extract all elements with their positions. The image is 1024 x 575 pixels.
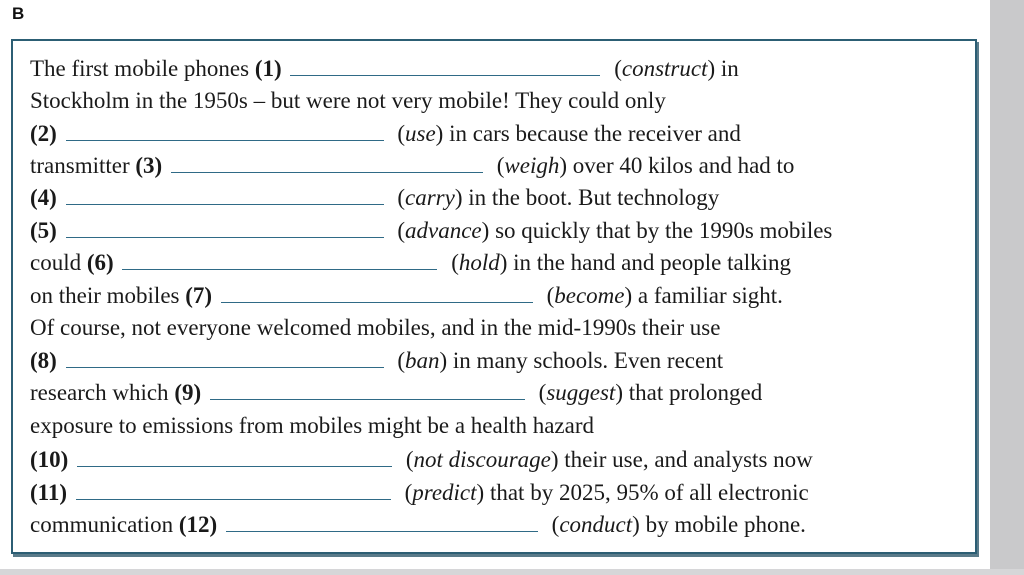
text-line-13: (10) (not discourage) their use, and analysts now xyxy=(30,447,813,472)
answer-blank-10[interactable] xyxy=(77,448,392,467)
right-margin-shade xyxy=(990,0,1024,575)
verb-hint: weigh xyxy=(504,153,560,178)
text-line-1: The first mobile phones (1) (construct) in xyxy=(30,56,739,81)
verb-hint: become xyxy=(554,283,625,308)
blank-number: (10) xyxy=(30,447,69,472)
text-line-2 xyxy=(30,86,666,116)
bottom-margin-shade xyxy=(0,569,1024,575)
verb-hint: carry xyxy=(405,185,455,210)
text-line-7: could (6) (hold) in the hand and people talking xyxy=(30,250,792,275)
verb-hint: advance xyxy=(405,218,482,243)
answer-blank-6[interactable] xyxy=(122,251,437,270)
answer-blank-1[interactable] xyxy=(290,57,600,76)
blank-number: (6) xyxy=(86,250,114,275)
line-text: in xyxy=(715,56,739,81)
line-text: that by 2025, 95% of all electronic xyxy=(484,480,809,505)
verb-hint: not discourage xyxy=(413,447,551,472)
blank-number: (8) xyxy=(30,348,57,373)
line-text: a familiar sight. xyxy=(632,283,783,308)
answer-blank-3[interactable] xyxy=(171,154,483,173)
text-line-5: (4) (carry) in the boot. But technology xyxy=(30,185,720,210)
blank-number: (4) xyxy=(30,185,57,210)
blank-number: (1) xyxy=(254,56,282,81)
section-label: B xyxy=(12,4,25,23)
line-text: in cars because the receiver and xyxy=(443,121,741,146)
verb-hint: ban xyxy=(405,348,440,373)
exercise-box xyxy=(11,39,977,554)
text-line-14: (11) (predict) that by 2025, 95% of all electronic xyxy=(30,480,809,505)
line-text: their use, and analysts now xyxy=(558,447,813,472)
answer-blank-9[interactable] xyxy=(210,381,525,400)
verb-hint: conduct xyxy=(559,512,633,537)
text-line-9 xyxy=(30,313,720,343)
answer-blank-2[interactable] xyxy=(66,122,384,141)
line-text: Of course, not everyone welcomed mobiles, and in the mid-1990s their use xyxy=(30,315,721,340)
line-text: by mobile phone. xyxy=(639,512,806,537)
line-text: exposure to emissions from mobiles might be a health hazard xyxy=(30,413,595,438)
line-text: Stockholm in the 1950s – but were not very mobile! They could only xyxy=(30,88,666,113)
answer-blank-12[interactable] xyxy=(226,513,538,532)
line-text: transmitter xyxy=(30,153,130,178)
line-text: in the hand and people talking xyxy=(507,250,792,275)
line-text: that prolonged xyxy=(622,380,763,405)
blank-number: (12) xyxy=(178,512,218,537)
text-line-3: (2) (use) in cars because the receiver and xyxy=(30,121,741,146)
blank-number: (3) xyxy=(135,153,163,178)
text-line-15: communication (12) (conduct) by mobile phone. xyxy=(30,512,806,537)
verb-hint: use xyxy=(405,121,436,146)
text-line-12 xyxy=(30,411,594,441)
answer-blank-7[interactable] xyxy=(221,284,533,303)
text-line-8: on their mobiles (7) (become) a familiar sight. xyxy=(30,283,783,308)
answer-blank-11[interactable] xyxy=(76,481,391,500)
verb-hint: suggest xyxy=(546,380,616,405)
line-text: over 40 kilos and had to xyxy=(567,153,795,178)
text-line-11: research which (9) (suggest) that prolonged xyxy=(30,380,763,405)
line-text: in the boot. But technology xyxy=(462,185,720,210)
line-text: communication xyxy=(30,512,174,537)
line-text: The first mobile phones xyxy=(30,56,250,81)
blank-number: (5) xyxy=(30,218,57,243)
blank-number: (9) xyxy=(174,380,202,405)
text-line-10: (8) (ban) in many schools. Even recent xyxy=(30,348,724,373)
line-text: on their mobiles xyxy=(30,283,180,308)
answer-blank-5[interactable] xyxy=(66,219,384,238)
verb-hint: construct xyxy=(621,56,708,81)
line-text: in many schools. Even recent xyxy=(447,348,724,373)
text-line-6: (5) (advance) so quickly that by the 1990s mobiles xyxy=(30,218,833,243)
answer-blank-4[interactable] xyxy=(66,186,384,205)
blank-number: (7) xyxy=(185,283,213,308)
blank-number: (2) xyxy=(30,121,57,146)
text-line-4: transmitter (3) (weigh) over 40 kilos and had to xyxy=(30,153,795,178)
verb-hint: hold xyxy=(458,250,500,275)
blank-number: (11) xyxy=(30,480,68,505)
line-text: research which xyxy=(30,380,169,405)
line-text: could xyxy=(30,250,82,275)
answer-blank-8[interactable] xyxy=(66,349,384,368)
verb-hint: predict xyxy=(412,480,477,505)
line-text: so quickly that by the 1990s mobiles xyxy=(489,218,833,243)
